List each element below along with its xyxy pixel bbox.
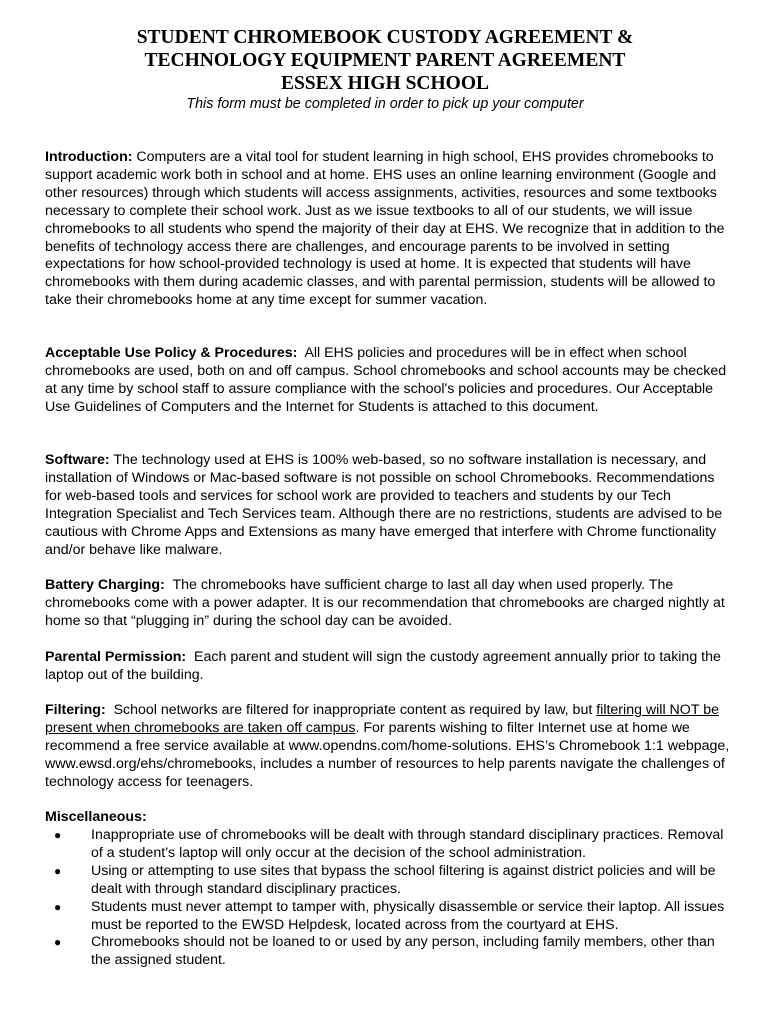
section-text: . For parents wishing to filter Internet use at home we recommend a free service available at www.opendns.com/home-solutions. EHS’s Chromebook 1:1 webpage, www.ewsd.org/ehs/chromebooks, includes a number of resources to help parents navigate the challenges of technology access for teenagers. (45, 719, 730, 790)
list-item (45, 863, 733, 899)
underlined-warning: filtering will NOT be present when chromebooks are taken off campus (45, 702, 719, 736)
section-text: The chromebooks have sufficient charge to last all day when used properly. The chromebooks come with a power adapter. It is our recommendation that chromebooks are charged nightly at home so that “plugging in” during the school day can be avoided. (45, 577, 725, 629)
document-title-line-1: STUDENT CHROMEBOOK CUSTODY AGREEMENT & (136, 27, 634, 48)
section-introduction (45, 149, 733, 310)
list-item (45, 827, 733, 863)
bullet-icon: ● (54, 828, 62, 842)
section-text: Each parent and student will sign the custody agreement annually prior to taking the laptop out of the building. (45, 649, 721, 683)
section-heading: Acceptable Use Policy & Procedures: (45, 345, 298, 361)
list-item-text: Students must never attempt to tamper with, physically disassemble or service their laptop. All issues must be reported to the EWSD Helpdesk, located across from the courtyard at EHS. (91, 898, 725, 933)
list-item-text: Using or attempting to use sites that bypass the school filtering is against district policies and will be dealt with through standard disciplinary practices. (91, 862, 716, 897)
section-text: All EHS policies and procedures will be in effect when school chromebooks are used, both on and off campus. School chromebooks and school accounts may be checked at any time by school staff to assure compliance with the school's policies and procedures. Our Acceptable Use Guidelines of Computers and the Internet for Students is attached to this document. (45, 345, 727, 415)
section-acceptable-use (45, 345, 733, 417)
list-item (45, 934, 733, 970)
section-text: School networks are filtered for inappropriate content as required by law, but (113, 702, 593, 718)
section-filtering (45, 702, 733, 792)
section-miscellaneous-heading (45, 809, 733, 827)
section-battery-charging (45, 577, 733, 631)
list-item-text: Inappropriate use of chromebooks will be dealt with through standard disciplinary practices. Removal of a student’s laptop will only occur at the decision of the school administration. (91, 827, 724, 861)
bullet-icon: ● (54, 899, 62, 914)
bullet-icon: ● (54, 935, 62, 950)
section-software (45, 452, 733, 559)
section-heading: Filtering: (45, 702, 106, 718)
document-subtitle: This form must be completed in order to pick up your computer (186, 96, 584, 112)
list-item-text: Chromebooks should not be loaned to or used by any person, including family members, other than the assigned student. (91, 934, 715, 969)
section-heading: Parental Permission: (45, 649, 187, 665)
section-parental-permission (45, 649, 733, 685)
document-title-line-3: ESSEX HIGH SCHOOL (280, 73, 490, 94)
bullet-icon: ● (54, 863, 62, 878)
section-heading: Battery Charging: (45, 577, 165, 593)
section-text: Computers are a vital tool for student learning in high school, EHS provides chromebooks to support academic work both in school and at home. EHS uses an online learning environment (Google and other resources) through which students will access assignments, activities, resources and some textbooks necessary to complete their school work. Just as we issue textbooks to all of our students, we will issue chromebooks to all students who spend the majority of their day at EHS. We recognize that in addition to the benefits of technology access there are challenges, and encourage parents to be involved in setting expectations for how school-provided technology is used at home. It is expected that students will have chromebooks with them during academic classes, and with parental permission, students will be allowed to take their chromebooks home at any time except for summer vacation. (45, 149, 725, 309)
section-heading: Introduction: (45, 149, 133, 165)
list-item (45, 899, 733, 935)
section-heading: Miscellaneous: (45, 809, 147, 825)
miscellaneous-list (45, 827, 733, 970)
section-text: The technology used at EHS is 100% web-based, so no software installation is necessary, and installation of Windows or Mac-based software is not possible on school Chromebooks. Recommendations for web-based tools and services for school work are provided to teachers and students by our Tech Integration Specialist and Tech Services team. Although there are no restrictions, students are advised to be cautious with Chrome Apps and Extensions as many have emerged that interfere with Chrome functionality and/or behave like malware. (45, 452, 723, 558)
document-title-line-2: TECHNOLOGY EQUIPMENT PARENT AGREEMENT (144, 50, 626, 71)
section-heading: Software: (45, 452, 110, 468)
